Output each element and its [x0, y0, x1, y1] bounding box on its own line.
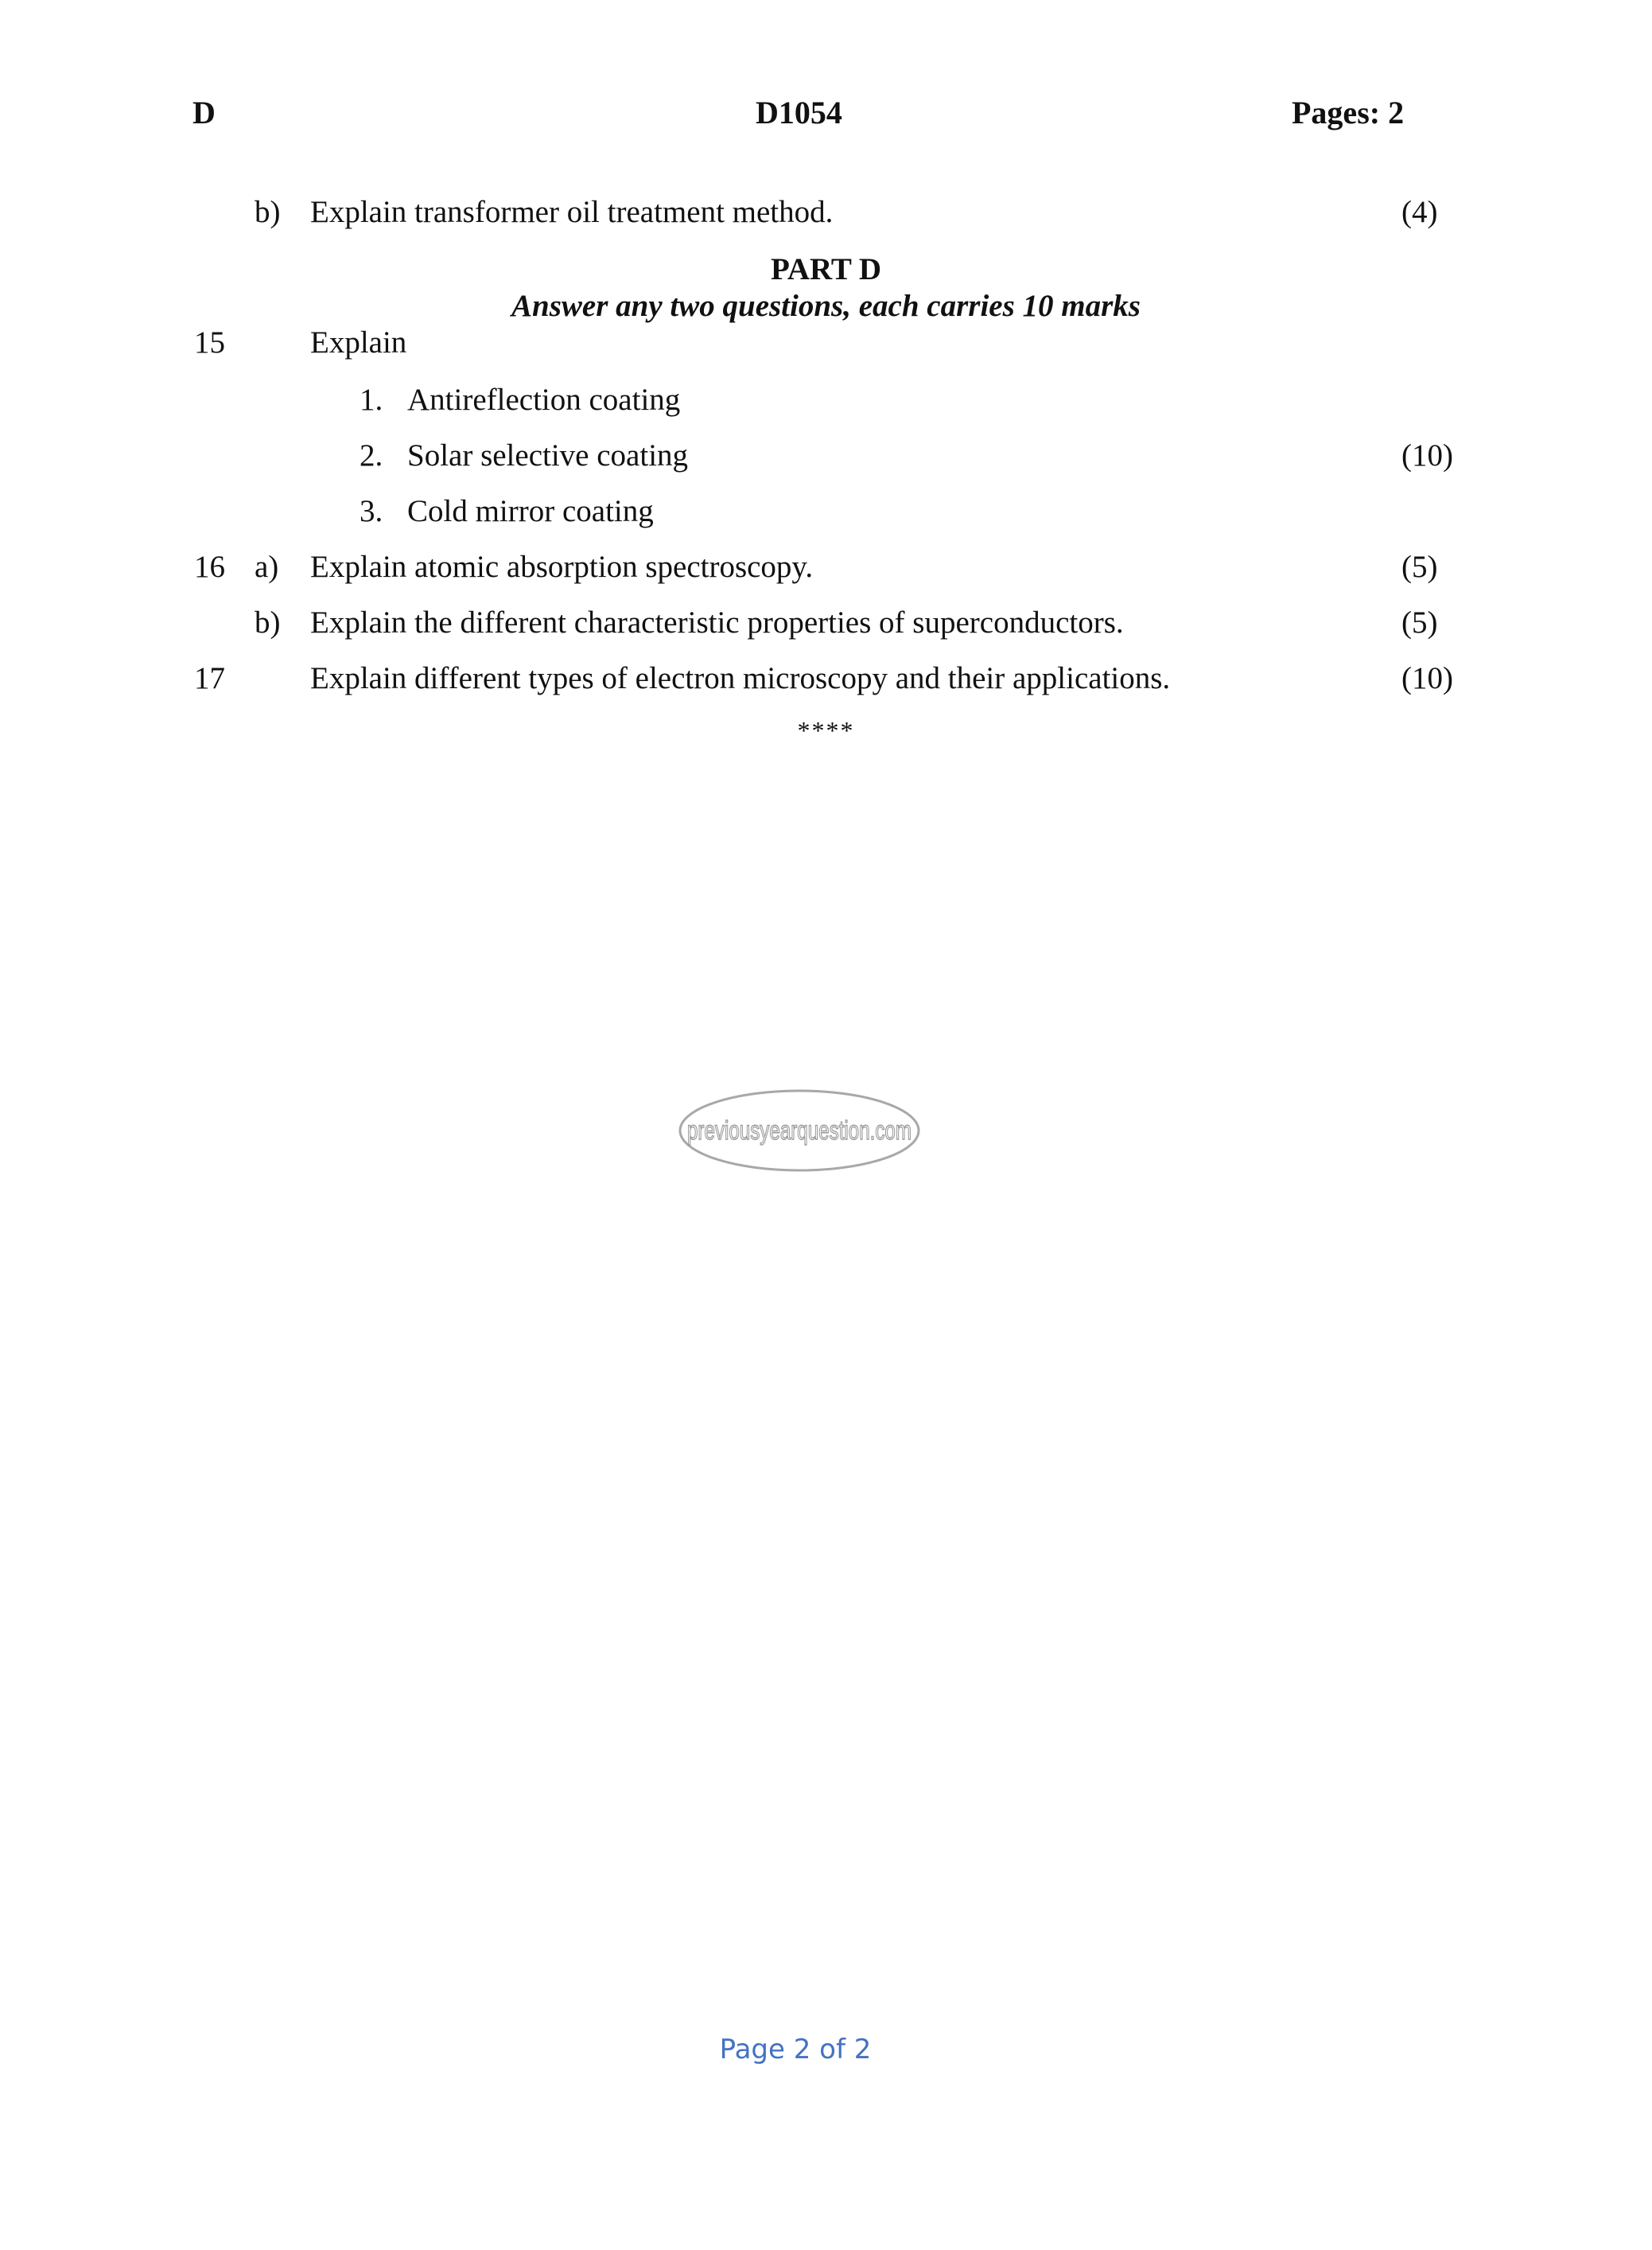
q14b-label: b): [255, 195, 281, 229]
q14b-text: Explain transformer oil treatment method.: [310, 195, 834, 229]
watermark-logo: [678, 1088, 921, 1173]
watermark-text: previousyearquestion.com: [687, 1115, 912, 1145]
q15-item-number: 2.: [360, 438, 383, 473]
q15-marks: (10): [1401, 438, 1453, 473]
q16a-label: a): [255, 550, 279, 584]
q17-marks: (10): [1401, 661, 1453, 695]
q15-number: 15: [194, 325, 225, 360]
q17-text: Explain different types of electron microscopy and their applications.: [310, 661, 1171, 695]
q16a-text: Explain atomic absorption spectroscopy.: [310, 550, 814, 584]
q17-number: 17: [194, 661, 225, 695]
page-number-footer: Page 2 of 2: [719, 2034, 872, 2065]
q16b-label: b): [255, 605, 281, 640]
part-d-title: PART D: [770, 252, 882, 286]
q15-item-text: Cold mirror coating: [407, 494, 654, 528]
header-set-code: D: [192, 95, 216, 130]
q15-text: Explain: [310, 325, 407, 360]
q16-number: 16: [194, 550, 225, 584]
header-paper-code: D1054: [756, 95, 842, 130]
q16b-marks: (5): [1401, 605, 1438, 640]
part-d-instruction: Answer any two questions, each carries 10 marks: [511, 289, 1141, 323]
header-page-count: Pages: 2: [1292, 95, 1405, 130]
q14b-marks: (4): [1401, 195, 1438, 229]
q16b-text: Explain the different characteristic properties of superconductors.: [310, 605, 1124, 640]
q15-item-number: 1.: [360, 383, 383, 417]
end-of-paper-marker: ****: [797, 716, 855, 745]
q15-item-text: Solar selective coating: [407, 438, 689, 473]
q15-item-number: 3.: [360, 494, 383, 528]
q16a-marks: (5): [1401, 550, 1438, 584]
q15-item-text: Antireflection coating: [407, 383, 681, 417]
